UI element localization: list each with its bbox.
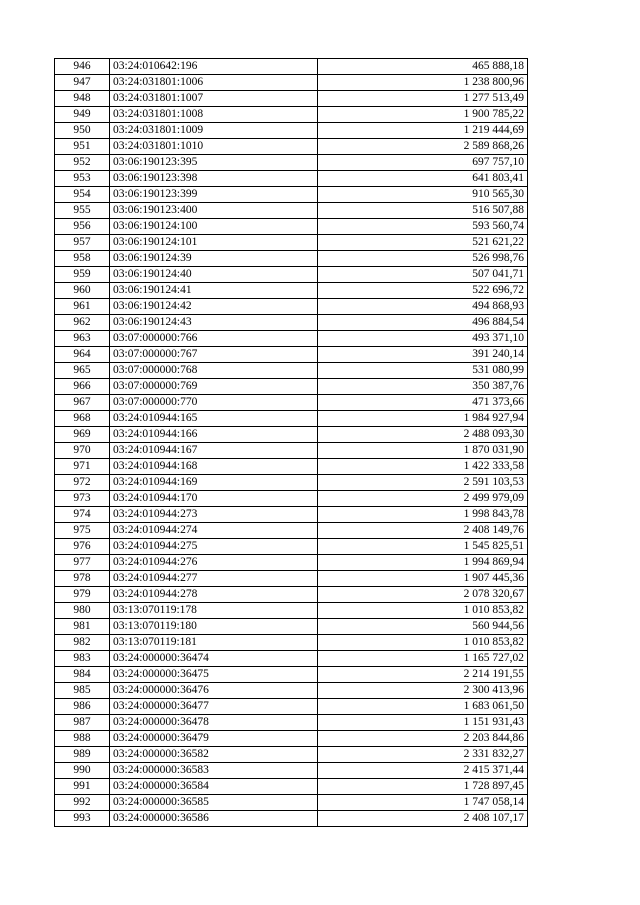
row-number-cell: 954	[55, 187, 110, 203]
cadastral-number-cell: 03:07:000000:767	[110, 347, 318, 363]
cadastral-number-cell: 03:24:010642:196	[110, 59, 318, 75]
row-number-cell: 963	[55, 331, 110, 347]
cadastral-value-cell: 2 078 320,67	[318, 587, 528, 603]
table-row	[55, 139, 528, 155]
row-number-cell: 966	[55, 379, 110, 395]
table-row	[55, 59, 528, 75]
row-number-cell: 976	[55, 539, 110, 555]
cadastral-number-cell: 03:06:190124:40	[110, 267, 318, 283]
row-number-cell: 967	[55, 395, 110, 411]
table-row	[55, 379, 528, 395]
table-row	[55, 427, 528, 443]
cadastral-number-cell: 03:24:010944:169	[110, 475, 318, 491]
cadastral-value-cell: 2 331 832,27	[318, 747, 528, 763]
row-number-cell: 962	[55, 315, 110, 331]
table-row	[55, 347, 528, 363]
cadastral-value-cell: 471 373,66	[318, 395, 528, 411]
cadastral-number-cell: 03:24:000000:36475	[110, 667, 318, 683]
row-number-cell: 975	[55, 523, 110, 539]
table-row	[55, 91, 528, 107]
cadastral-value-cell: 526 998,76	[318, 251, 528, 267]
row-number-cell: 957	[55, 235, 110, 251]
cadastral-value-cell: 1 870 031,90	[318, 443, 528, 459]
cadastral-number-cell: 03:24:000000:36584	[110, 779, 318, 795]
cadastral-number-cell: 03:06:190124:39	[110, 251, 318, 267]
cadastral-value-cell: 1 984 927,94	[318, 411, 528, 427]
table-row	[55, 747, 528, 763]
table-row	[55, 667, 528, 683]
cadastral-value-cell: 493 371,10	[318, 331, 528, 347]
table-row	[55, 219, 528, 235]
cadastral-number-cell: 03:07:000000:769	[110, 379, 318, 395]
cadastral-number-cell: 03:07:000000:768	[110, 363, 318, 379]
table-row	[55, 251, 528, 267]
row-number-cell: 980	[55, 603, 110, 619]
row-number-cell: 988	[55, 731, 110, 747]
cadastral-number-cell: 03:24:010944:273	[110, 507, 318, 523]
row-number-cell: 977	[55, 555, 110, 571]
row-number-cell: 979	[55, 587, 110, 603]
cadastral-value-cell: 2 499 979,09	[318, 491, 528, 507]
row-number-cell: 972	[55, 475, 110, 491]
table-row	[55, 539, 528, 555]
cadastral-number-cell: 03:24:010944:170	[110, 491, 318, 507]
cadastral-number-cell: 03:24:010944:274	[110, 523, 318, 539]
table-row	[55, 395, 528, 411]
cadastral-value-cell: 507 041,71	[318, 267, 528, 283]
row-number-cell: 960	[55, 283, 110, 299]
row-number-cell: 953	[55, 171, 110, 187]
row-number-cell: 992	[55, 795, 110, 811]
cadastral-number-cell: 03:07:000000:766	[110, 331, 318, 347]
cadastral-value-cell: 522 696,72	[318, 283, 528, 299]
table-row	[55, 619, 528, 635]
cadastral-value-cell: 2 408 149,76	[318, 523, 528, 539]
cadastral-value-cell: 2 408 107,17	[318, 811, 528, 827]
row-number-cell: 958	[55, 251, 110, 267]
cadastral-value-table	[54, 58, 528, 827]
cadastral-value-cell: 1 010 853,82	[318, 635, 528, 651]
cadastral-value-cell: 1 422 333,58	[318, 459, 528, 475]
cadastral-number-cell: 03:07:000000:770	[110, 395, 318, 411]
cadastral-number-cell: 03:24:000000:36585	[110, 795, 318, 811]
row-number-cell: 970	[55, 443, 110, 459]
cadastral-number-cell: 03:06:190124:43	[110, 315, 318, 331]
cadastral-value-cell: 2 203 844,86	[318, 731, 528, 747]
table-row	[55, 331, 528, 347]
cadastral-value-cell: 1 277 513,49	[318, 91, 528, 107]
cadastral-number-cell: 03:13:070119:178	[110, 603, 318, 619]
row-number-cell: 951	[55, 139, 110, 155]
row-number-cell: 986	[55, 699, 110, 715]
table-row	[55, 187, 528, 203]
table-row	[55, 571, 528, 587]
table-row	[55, 283, 528, 299]
cadastral-value-cell: 391 240,14	[318, 347, 528, 363]
cadastral-value-cell: 1 238 800,96	[318, 75, 528, 91]
cadastral-value-cell: 494 868,93	[318, 299, 528, 315]
cadastral-number-cell: 03:24:031801:1008	[110, 107, 318, 123]
cadastral-value-cell: 531 080,99	[318, 363, 528, 379]
table-row	[55, 203, 528, 219]
table-row	[55, 763, 528, 779]
table-row	[55, 651, 528, 667]
row-number-cell: 989	[55, 747, 110, 763]
cadastral-value-cell: 521 621,22	[318, 235, 528, 251]
cadastral-value-cell: 496 884,54	[318, 315, 528, 331]
row-number-cell: 964	[55, 347, 110, 363]
cadastral-number-cell: 03:24:031801:1006	[110, 75, 318, 91]
cadastral-number-cell: 03:13:070119:180	[110, 619, 318, 635]
cadastral-value-cell: 641 803,41	[318, 171, 528, 187]
cadastral-number-cell: 03:24:010944:168	[110, 459, 318, 475]
cadastral-value-cell: 1 219 444,69	[318, 123, 528, 139]
table-row	[55, 459, 528, 475]
table-row	[55, 443, 528, 459]
cadastral-value-cell: 1 010 853,82	[318, 603, 528, 619]
cadastral-value-cell: 1 747 058,14	[318, 795, 528, 811]
row-number-cell: 973	[55, 491, 110, 507]
table-row	[55, 507, 528, 523]
row-number-cell: 968	[55, 411, 110, 427]
cadastral-value-cell: 1 545 825,51	[318, 539, 528, 555]
cadastral-number-cell: 03:06:190123:400	[110, 203, 318, 219]
cadastral-value-cell: 1 907 445,36	[318, 571, 528, 587]
cadastral-value-cell: 560 944,56	[318, 619, 528, 635]
cadastral-number-cell: 03:24:000000:36474	[110, 651, 318, 667]
cadastral-number-cell: 03:24:000000:36583	[110, 763, 318, 779]
cadastral-number-cell: 03:24:000000:36582	[110, 747, 318, 763]
cadastral-value-cell: 2 589 868,26	[318, 139, 528, 155]
cadastral-number-cell: 03:24:010944:275	[110, 539, 318, 555]
table-body	[55, 59, 528, 827]
row-number-cell: 993	[55, 811, 110, 827]
row-number-cell: 950	[55, 123, 110, 139]
row-number-cell: 956	[55, 219, 110, 235]
cadastral-value-cell: 2 488 093,30	[318, 427, 528, 443]
table-row	[55, 491, 528, 507]
table-row	[55, 523, 528, 539]
table-row	[55, 363, 528, 379]
cadastral-value-cell: 1 728 897,45	[318, 779, 528, 795]
table-row	[55, 555, 528, 571]
cadastral-number-cell: 03:24:010944:167	[110, 443, 318, 459]
table-row	[55, 171, 528, 187]
table-row	[55, 299, 528, 315]
cadastral-value-cell: 1 994 869,94	[318, 555, 528, 571]
cadastral-value-cell: 2 415 371,44	[318, 763, 528, 779]
cadastral-number-cell: 03:24:000000:36586	[110, 811, 318, 827]
cadastral-value-cell: 350 387,76	[318, 379, 528, 395]
cadastral-number-cell: 03:06:190124:100	[110, 219, 318, 235]
table-row	[55, 779, 528, 795]
cadastral-value-cell: 1 165 727,02	[318, 651, 528, 667]
table-row	[55, 123, 528, 139]
table-row	[55, 635, 528, 651]
cadastral-number-cell: 03:24:010944:278	[110, 587, 318, 603]
row-number-cell: 987	[55, 715, 110, 731]
row-number-cell: 948	[55, 91, 110, 107]
cadastral-number-cell: 03:06:190124:101	[110, 235, 318, 251]
table-row	[55, 267, 528, 283]
table-row	[55, 603, 528, 619]
row-number-cell: 971	[55, 459, 110, 475]
cadastral-value-cell: 697 757,10	[318, 155, 528, 171]
cadastral-value-cell: 1 900 785,22	[318, 107, 528, 123]
table-row	[55, 587, 528, 603]
row-number-cell: 974	[55, 507, 110, 523]
table-row	[55, 683, 528, 699]
table-row	[55, 107, 528, 123]
row-number-cell: 990	[55, 763, 110, 779]
cadastral-value-cell: 1 683 061,50	[318, 699, 528, 715]
cadastral-number-cell: 03:24:010944:165	[110, 411, 318, 427]
cadastral-number-cell: 03:06:190124:42	[110, 299, 318, 315]
row-number-cell: 991	[55, 779, 110, 795]
cadastral-number-cell: 03:24:000000:36479	[110, 731, 318, 747]
row-number-cell: 949	[55, 107, 110, 123]
cadastral-number-cell: 03:24:010944:276	[110, 555, 318, 571]
row-number-cell: 961	[55, 299, 110, 315]
cadastral-number-cell: 03:13:070119:181	[110, 635, 318, 651]
cadastral-value-cell: 2 300 413,96	[318, 683, 528, 699]
cadastral-number-cell: 03:24:031801:1010	[110, 139, 318, 155]
cadastral-number-cell: 03:24:010944:166	[110, 427, 318, 443]
table-row	[55, 699, 528, 715]
table-row	[55, 411, 528, 427]
row-number-cell: 969	[55, 427, 110, 443]
table-row	[55, 475, 528, 491]
cadastral-number-cell: 03:24:000000:36476	[110, 683, 318, 699]
row-number-cell: 984	[55, 667, 110, 683]
cadastral-number-cell: 03:24:031801:1009	[110, 123, 318, 139]
cadastral-value-cell: 910 565,30	[318, 187, 528, 203]
row-number-cell: 982	[55, 635, 110, 651]
table-row	[55, 795, 528, 811]
table-row	[55, 155, 528, 171]
table-row	[55, 75, 528, 91]
table-row	[55, 315, 528, 331]
cadastral-number-cell: 03:24:000000:36477	[110, 699, 318, 715]
row-number-cell: 985	[55, 683, 110, 699]
row-number-cell: 981	[55, 619, 110, 635]
row-number-cell: 946	[55, 59, 110, 75]
cadastral-number-cell: 03:06:190123:398	[110, 171, 318, 187]
cadastral-number-cell: 03:24:010944:277	[110, 571, 318, 587]
cadastral-value-cell: 516 507,88	[318, 203, 528, 219]
row-number-cell: 965	[55, 363, 110, 379]
table-row	[55, 731, 528, 747]
row-number-cell: 955	[55, 203, 110, 219]
row-number-cell: 983	[55, 651, 110, 667]
cadastral-number-cell: 03:06:190123:395	[110, 155, 318, 171]
table-row	[55, 235, 528, 251]
row-number-cell: 952	[55, 155, 110, 171]
cadastral-number-cell: 03:24:031801:1007	[110, 91, 318, 107]
cadastral-value-cell: 1 151 931,43	[318, 715, 528, 731]
cadastral-value-cell: 2 214 191,55	[318, 667, 528, 683]
row-number-cell: 959	[55, 267, 110, 283]
cadastral-number-cell: 03:06:190124:41	[110, 283, 318, 299]
cadastral-value-cell: 465 888,18	[318, 59, 528, 75]
row-number-cell: 978	[55, 571, 110, 587]
cadastral-value-cell: 2 591 103,53	[318, 475, 528, 491]
table-row	[55, 715, 528, 731]
cadastral-value-cell: 593 560,74	[318, 219, 528, 235]
cadastral-number-cell: 03:06:190123:399	[110, 187, 318, 203]
cadastral-value-cell: 1 998 843,78	[318, 507, 528, 523]
row-number-cell: 947	[55, 75, 110, 91]
table-row	[55, 811, 528, 827]
cadastral-number-cell: 03:24:000000:36478	[110, 715, 318, 731]
